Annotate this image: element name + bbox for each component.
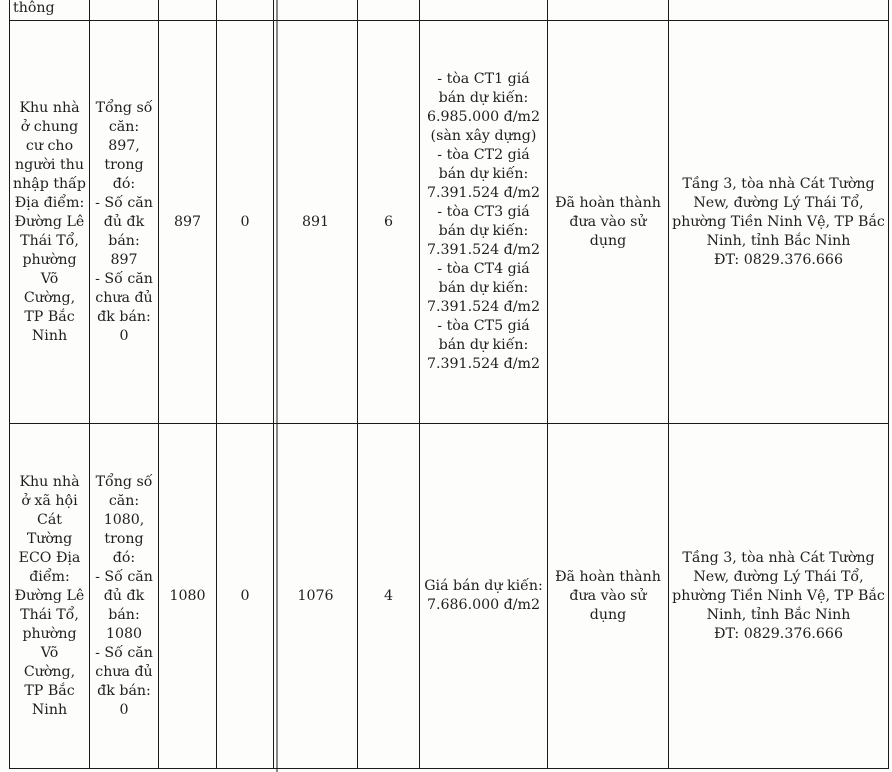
table-cell-empty (217, 0, 274, 21)
table-cell-empty (669, 0, 889, 21)
table-cell-empty (548, 0, 669, 21)
column-6-cell: 6 (358, 21, 420, 424)
status-cell: Đã hoàn thành đưa vào sử dụng (548, 424, 669, 769)
housing-projects-table (9, 0, 889, 769)
column-5-cell: 1076 (274, 424, 358, 769)
project-name-cell: Khu nhà ở chung cư cho người thu nhập thấp Địa điểm: Đường Lê Thái Tổ, phường Võ Cường, TP Bắc Ninh (10, 21, 90, 424)
table-row (10, 21, 889, 424)
price-cell: Giá bán dự kiến: 7.686.000 đ/m2 (420, 424, 548, 769)
apartment-count-cell: Tổng số căn: 897, trong đó: - Số căn đủ đk bán: 897 - Số căn chưa đủ đk bán: 0 (90, 21, 159, 424)
apartment-count-cell: Tổng số căn: 1080, trong đó: - Số căn đủ đk bán: 1080 - Số căn chưa đủ đk bán: 0 (90, 424, 159, 769)
table-cell-empty (90, 0, 159, 21)
table-cell-empty (420, 0, 548, 21)
total-units-cell: 897 (159, 21, 217, 424)
table-cell-project-clip (10, 0, 90, 21)
status-cell: Đã hoàn thành đưa vào sử dụng (548, 21, 669, 424)
scan-divider-line (276, 0, 278, 772)
table-cell-empty (274, 0, 358, 21)
column-4-cell: 0 (217, 424, 274, 769)
project-name-cell: Khu nhà ở xã hội Cát Tường ECO Địa điểm: Đường Lê Thái Tổ, phường Võ Cường, TP Bắc Ninh (10, 424, 90, 769)
price-cell: - tòa CT1 giá bán dự kiến: 6.985.000 đ/m2 (sàn xây dựng) - tòa CT2 giá bán dự kiến: 7.391.524 đ/m2 - tòa CT3 giá bán dự kiến: 7.391.524 đ/m2 - tòa CT4 giá bán dự kiến: 7.391.524 đ/m2 - tòa CT5 giá bán dự kiến: 7.391.524 đ/m2 (420, 21, 548, 424)
column-4-cell: 0 (217, 21, 274, 424)
total-units-cell: 1080 (159, 424, 217, 769)
table-row-header-clip (10, 0, 889, 21)
project-clip-text: thông (13, 0, 55, 16)
column-6-cell: 4 (358, 424, 420, 769)
contact-cell: Tầng 3, tòa nhà Cát Tường New, đường Lý Thái Tổ, phường Tiền Ninh Vệ, TP Bắc Ninh, tỉnh Bắc Ninh ĐT: 0829.376.666 (669, 424, 889, 769)
table-row (10, 424, 889, 769)
table-cell-empty (159, 0, 217, 21)
column-5-cell: 891 (274, 21, 358, 424)
contact-cell: Tầng 3, tòa nhà Cát Tường New, đường Lý Thái Tổ, phường Tiền Ninh Vệ, TP Bắc Ninh, tỉnh Bắc Ninh ĐT: 0829.376.666 (669, 21, 889, 424)
table-cell-empty (358, 0, 420, 21)
